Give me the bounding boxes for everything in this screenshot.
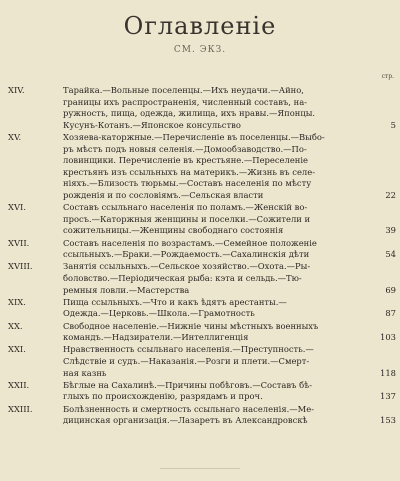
summary-line: ная казнь <box>63 367 107 378</box>
page-number: 103 <box>380 332 396 343</box>
chapter-number: XIX. <box>8 296 26 307</box>
page-number: 69 <box>385 284 396 295</box>
summary-line: Кусунъ-Котанъ.—Японское консульство <box>63 119 241 130</box>
summary-line: ловинщики. Перечисленіе въ крестьяне.—Переселеніе <box>63 155 309 166</box>
page-number: 137 <box>380 391 396 402</box>
library-stamp: СМ. ЭКЗ. <box>173 45 227 55</box>
summary-line: Болѣзненность и смертность ссыльнаго населенія.—Ме- <box>63 403 315 414</box>
summary-line: Нравственность ссыльнаго населенія.—Преступность.— <box>63 344 314 355</box>
chapter-summary <box>63 297 363 320</box>
summary-line: сожительницы.—Женщины свободнаго состоянія <box>63 225 284 236</box>
summary-line: Тарайка.—Вольные поселенцы.—Ихъ неудачи.—Айно, <box>63 85 304 95</box>
chapter-summary <box>63 202 363 237</box>
summary-line: Хозяева-каторжные.—Перечисленіе въ поселенцы.—Выбо- <box>63 132 325 142</box>
chapter-number: XXII. <box>8 379 30 390</box>
chapter-summary <box>63 321 363 344</box>
summary-line: Свободное населеніе.—Нижніе чины мѣстныхъ военныхъ <box>63 320 319 331</box>
chapter-number: XVI. <box>8 202 26 213</box>
summary-line: Составъ населенія по возрастамъ.—Семейное положеніе <box>63 237 317 248</box>
summary-line: ремныя ловли.—Мастерства <box>63 284 190 295</box>
summary-line: Составъ ссыльнаго населенія по поламъ.—Женскій во- <box>63 202 308 213</box>
summary-line: глыхъ по происхожденію, разрядамъ и проч. <box>63 391 263 402</box>
summary-line: ніяхъ.—Близость тюрьмы.—Составъ населенія по мѣсту <box>63 178 312 189</box>
chapter-summary <box>63 85 363 131</box>
summary-line: Слѣдствіе и судъ.—Наказанія.—Розги и плети.—Смерт- <box>63 355 310 366</box>
chapter-summary <box>63 261 363 296</box>
page-number: 153 <box>380 415 396 426</box>
pages-column-label: стр. <box>381 73 394 80</box>
summary-line: командъ.—Надзиратели.—Интеллигенція <box>63 332 249 343</box>
chapter-summary <box>63 344 363 379</box>
summary-line: Занятія ссыльныхъ.—Сельское хозяйство.—Охота.—Ры- <box>63 261 311 272</box>
page-number: 22 <box>385 190 396 200</box>
summary-line: ружность, пища, одежда, жилища, ихъ нравы.—Японцы. <box>63 108 316 119</box>
summary-line: Бѣглые на Сахалинѣ.—Причины побѣговъ.—Составъ бѣ- <box>63 379 313 390</box>
chapter-number: XV. <box>8 132 22 142</box>
chapter-summary <box>63 404 363 427</box>
chapter-summary <box>63 380 363 403</box>
summary-line: крестьянъ изъ ссыльныхъ на материкъ.—Жизнь въ селе- <box>63 166 316 177</box>
chapter-number: XIV. <box>8 85 25 95</box>
summary-line: границы ихъ распространенія, численный составъ, на- <box>63 96 308 107</box>
page-title: Оглавленіе <box>123 12 277 40</box>
chapter-summary <box>63 238 363 261</box>
footer-rule <box>160 468 240 469</box>
summary-line: ссыльныхъ.—Браки.—Рождаемость.—Сахалинскія дѣти <box>63 249 310 260</box>
page-number: 5 <box>390 119 396 130</box>
chapter-summary <box>63 132 363 202</box>
summary-line: рожденія и по сословіямъ.—Сельская власти <box>63 189 264 200</box>
summary-line: просъ.—Каторжныя женщины и поселки.—Сожители и <box>63 213 311 224</box>
summary-line: дицинская организація.—Лазаретъ въ Александровскѣ <box>63 415 308 426</box>
chapter-number: XVII. <box>8 237 30 248</box>
summary-line: Пища ссыльныхъ.—Что и какъ ѣдятъ арестанты.— <box>63 296 287 307</box>
page-number: 87 <box>385 308 396 319</box>
chapter-number: XXI. <box>8 344 26 355</box>
summary-line: ръ мѣстъ подъ новыя селенія.—Домообзаводство.—По- <box>63 143 307 154</box>
summary-line: боловство.—Періодическая рыба: кэта и сельдь.—Тю- <box>63 272 302 283</box>
page-number: 39 <box>385 225 396 236</box>
chapter-number: XVIII. <box>8 261 33 272</box>
page-number: 54 <box>385 249 396 260</box>
page-number: 118 <box>380 367 396 378</box>
chapter-number: XX. <box>8 320 23 331</box>
chapter-number: XXIII. <box>8 403 33 414</box>
summary-line: Одежда.—Церковь.—Школа.—Грамотность <box>63 308 255 319</box>
